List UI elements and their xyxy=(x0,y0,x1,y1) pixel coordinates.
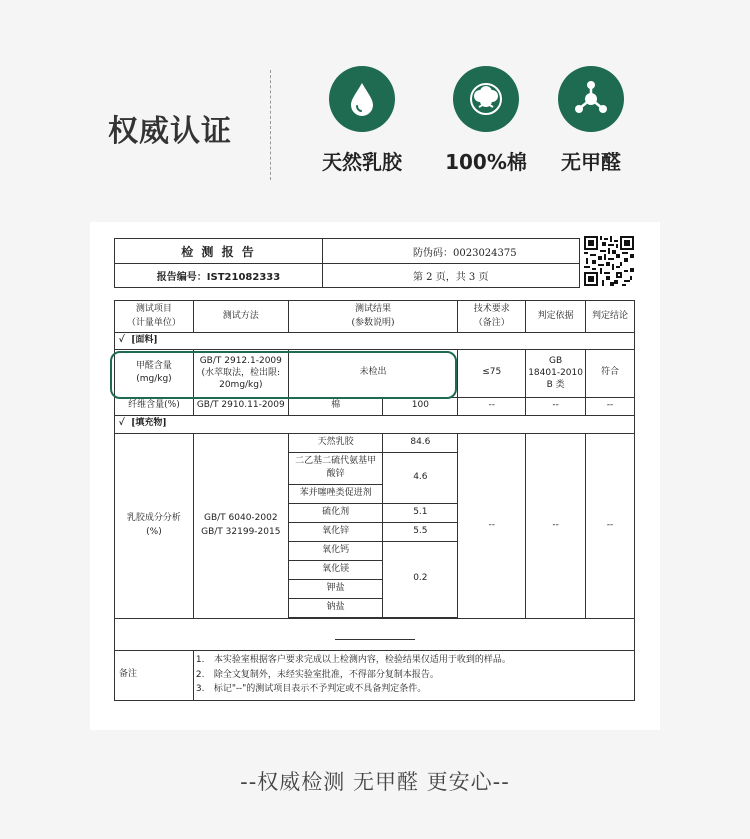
qr-code-icon xyxy=(584,236,634,286)
badge-cotton xyxy=(431,66,541,175)
badge-no-formaldehyde xyxy=(536,66,646,175)
latex-component: 二乙基二硫代氨基甲酸锌 xyxy=(288,452,383,484)
section-fabric-label: [面料] xyxy=(131,335,158,345)
fiber-material: 棉 xyxy=(288,397,383,415)
formaldehyde-method: GB/T 2912.1-2009 (水萃取法，检出限: 20mg/kg) xyxy=(193,349,288,397)
latex-requirement: -- xyxy=(458,433,526,618)
anti-fake-code: 防伪码：0023024375 xyxy=(323,239,579,264)
test-report xyxy=(90,222,660,730)
latex-value: 0.2 xyxy=(383,541,458,617)
end-marker xyxy=(115,618,635,650)
cotton-icon xyxy=(453,66,519,132)
report-table xyxy=(114,300,635,701)
note-item: 2. 除全文复制外，未经实验室批准，不得部分复制本报告。 xyxy=(195,669,439,680)
check-icon: ✓ xyxy=(119,335,125,345)
latex-component: 苯并噻唑类促进剂 xyxy=(288,484,383,503)
col-conclusion-header: 判定结论 xyxy=(586,301,635,333)
latex-basis: -- xyxy=(526,433,586,618)
latex-value: 84.6 xyxy=(383,433,458,452)
divider xyxy=(270,70,271,180)
section-filling-label: [填充物] xyxy=(131,418,167,429)
fiber-item: 纤维含量(%) xyxy=(115,397,194,415)
col-requirement-header: 技术要求 （备注） xyxy=(458,301,526,333)
latex-method: GB/T 6040-2002 GB/T 32199-2015 xyxy=(193,433,288,618)
formaldehyde-result: 未检出 xyxy=(288,349,458,397)
fiber-basis: -- xyxy=(526,397,586,415)
badge-label: 100%棉 xyxy=(445,150,527,174)
section-row-filling xyxy=(115,415,635,433)
col-method-header: 测试方法 xyxy=(193,301,288,333)
table-row-end xyxy=(115,618,635,650)
badge-label: 天然乳胶 xyxy=(322,150,402,174)
notes-content xyxy=(193,650,634,700)
col-item-header: 测试项目 （计量单位） xyxy=(115,301,194,333)
badge-latex xyxy=(307,66,417,175)
latex-value: 5.1 xyxy=(383,503,458,522)
latex-component: 氧化钙 xyxy=(288,541,383,560)
latex-component: 钠盐 xyxy=(288,598,383,617)
table-row-notes xyxy=(115,650,635,700)
table-row-latex xyxy=(115,433,635,452)
formaldehyde-item: 甲醛含量 (mg/kg) xyxy=(115,349,194,397)
molecule-icon xyxy=(558,66,624,132)
note-item: 3. 标记"--"的测试项目表示不予判定或不具备判定条件。 xyxy=(195,684,427,695)
latex-conclusion: -- xyxy=(586,433,635,618)
fiber-value: 100 xyxy=(383,397,458,415)
latex-component: 钾盐 xyxy=(288,579,383,598)
col-basis-header: 判定依据 xyxy=(526,301,586,333)
latex-item: 乳胶成分分析 (%) xyxy=(115,433,194,618)
fiber-method: GB/T 2910.11-2009 xyxy=(193,397,288,415)
latex-value: 5.5 xyxy=(383,522,458,541)
latex-drop-icon xyxy=(329,66,395,132)
check-icon: ✓ xyxy=(119,418,125,429)
latex-value: 4.6 xyxy=(383,452,458,503)
report-title: 检 测 报 告 xyxy=(115,239,323,264)
section-row-fabric xyxy=(115,333,635,350)
fiber-requirement: -- xyxy=(458,397,526,415)
formaldehyde-requirement: ≤75 xyxy=(458,349,526,397)
table-header-row xyxy=(115,301,635,333)
fiber-conclusion: -- xyxy=(586,397,635,415)
latex-component: 氧化锌 xyxy=(288,522,383,541)
formaldehyde-conclusion: 符合 xyxy=(586,349,635,397)
table-row-formaldehyde xyxy=(115,349,635,397)
latex-component: 天然乳胶 xyxy=(288,433,383,452)
badge-label: 无甲醛 xyxy=(561,150,621,174)
page-number: 第 2 页，共 3 页 xyxy=(413,272,489,283)
note-item: 1. 本实验室根据客户要求完成以上检测内容，检验结果仅适用于收到的样品。 xyxy=(195,654,511,665)
table-row-fiber xyxy=(115,397,635,415)
notes-label: 备注 xyxy=(115,650,194,700)
tagline: --权威检测 无甲醛 更安心-- xyxy=(240,770,510,794)
col-result-header: 测试结果 (参数说明) xyxy=(288,301,458,333)
page-title: 权威认证 xyxy=(108,114,232,149)
latex-component: 氧化镁 xyxy=(288,560,383,579)
formaldehyde-basis: GB 18401-2010 B 类 xyxy=(526,349,586,397)
report-header xyxy=(114,238,580,288)
report-number: 报告编号：IST21082333 xyxy=(115,264,323,287)
latex-component: 硫化剂 xyxy=(288,503,383,522)
